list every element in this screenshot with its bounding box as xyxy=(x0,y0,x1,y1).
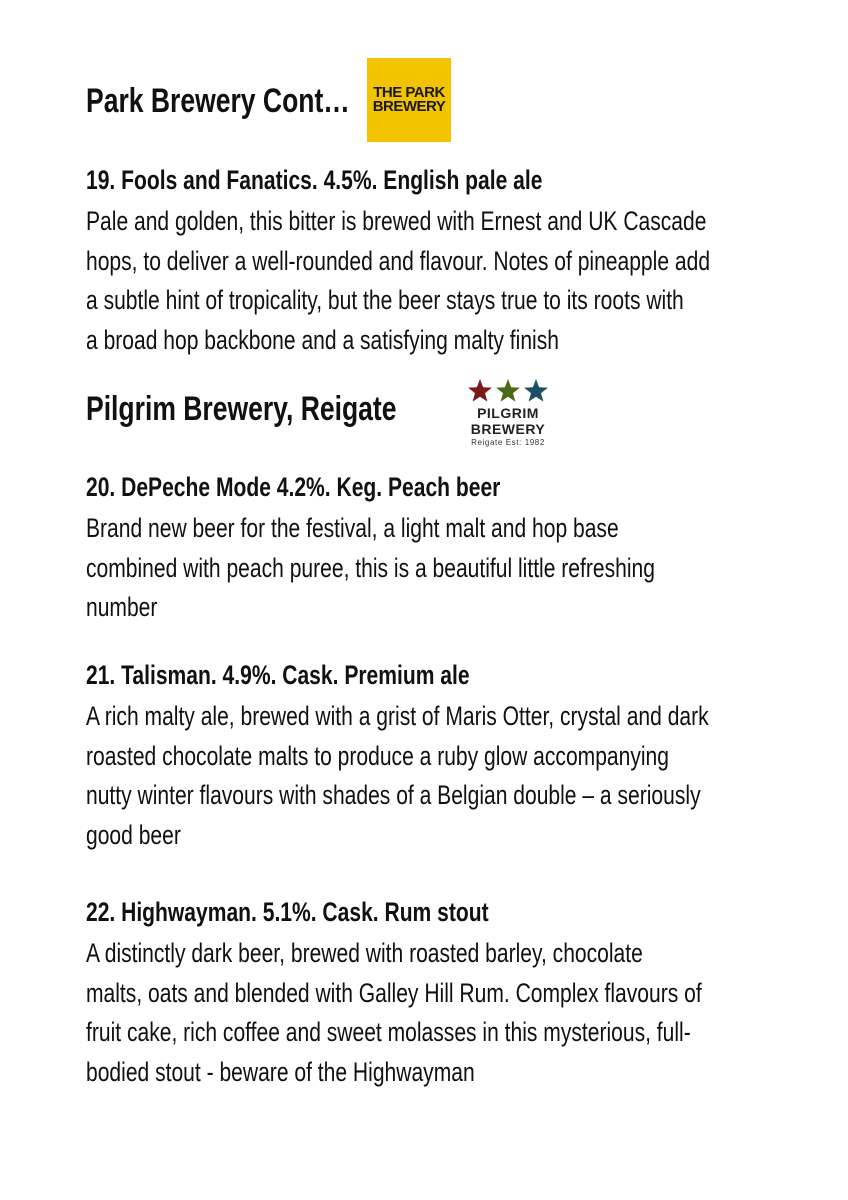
star-icon xyxy=(524,379,548,402)
park-logo-line1: THE PARK xyxy=(373,84,445,101)
beer-description-line: A distinctly dark beer, brewed with roasted barley, chocolate xyxy=(86,938,643,968)
park-logo-line2: BREWERY xyxy=(372,98,446,115)
beer-description-line: good beer xyxy=(86,819,181,850)
beer-entry-19 xyxy=(86,162,766,360)
beer-description-line: malts, oats and blended with Galley Hill Rum. Complex flavours of xyxy=(86,977,702,1008)
beer-description-line: a subtle hint of tropicality, but the beer stays true to its roots with xyxy=(86,285,684,315)
beer-description-line: roasted chocolate malts to produce a ruby glow accompanying xyxy=(86,740,669,771)
beer-description-line: hops, to deliver a well-rounded and flavour. Notes of pineapple add xyxy=(86,245,711,276)
pilgrim-brewery-heading: Pilgrim Brewery, Reigate xyxy=(86,390,397,428)
beer-title: 22. Highwayman. 5.1%. Cask. Rum stout xyxy=(86,897,489,927)
three-stars-icon xyxy=(466,378,550,404)
beer-description-line: fruit cake, rich coffee and sweet molasses in this mysterious, full- xyxy=(86,1017,691,1047)
beer-description-line: nutty winter flavours with shades of a Belgian double – a seriously xyxy=(86,780,701,810)
beer-entry-20 xyxy=(86,469,766,628)
beer-description-line: bodied stout - beware of the Highwayman xyxy=(86,1056,475,1087)
beer-description-line: combined with peach puree, this is a beautiful little refreshing xyxy=(86,552,655,583)
park-brewery-heading: Park Brewery Cont… xyxy=(86,82,350,120)
beer-entry-21 xyxy=(86,657,766,855)
beer-title: 21. Talisman. 4.9%. Cask. Premium ale xyxy=(86,660,470,690)
pilgrim-logo-tagline: Reigate Est: 1982 xyxy=(471,438,545,447)
beer-title: 19. Fools and Fanatics. 4.5%. English pale ale xyxy=(86,165,543,195)
beer-title: 20. DePeche Mode 4.2%. Keg. Peach beer xyxy=(86,472,501,502)
beer-description-line: a broad hop backbone and a satisfying malty finish xyxy=(86,324,559,355)
star-icon xyxy=(496,379,520,402)
beer-description-line: Brand new beer for the festival, a light malt and hop base xyxy=(86,513,619,543)
pilgrim-logo-name: PILGRIM BREWERY xyxy=(470,405,546,437)
pilgrim-brewery-logo xyxy=(438,378,578,447)
beer-entry-22 xyxy=(86,894,766,1092)
star-icon xyxy=(468,379,492,402)
beer-description-line: Pale and golden, this bitter is brewed with Ernest and UK Cascade xyxy=(86,206,707,236)
beer-description-line: A rich malty ale, brewed with a grist of Maris Otter, crystal and dark xyxy=(86,701,709,731)
beer-description-line: number xyxy=(86,592,158,622)
park-brewery-logo xyxy=(367,58,451,142)
